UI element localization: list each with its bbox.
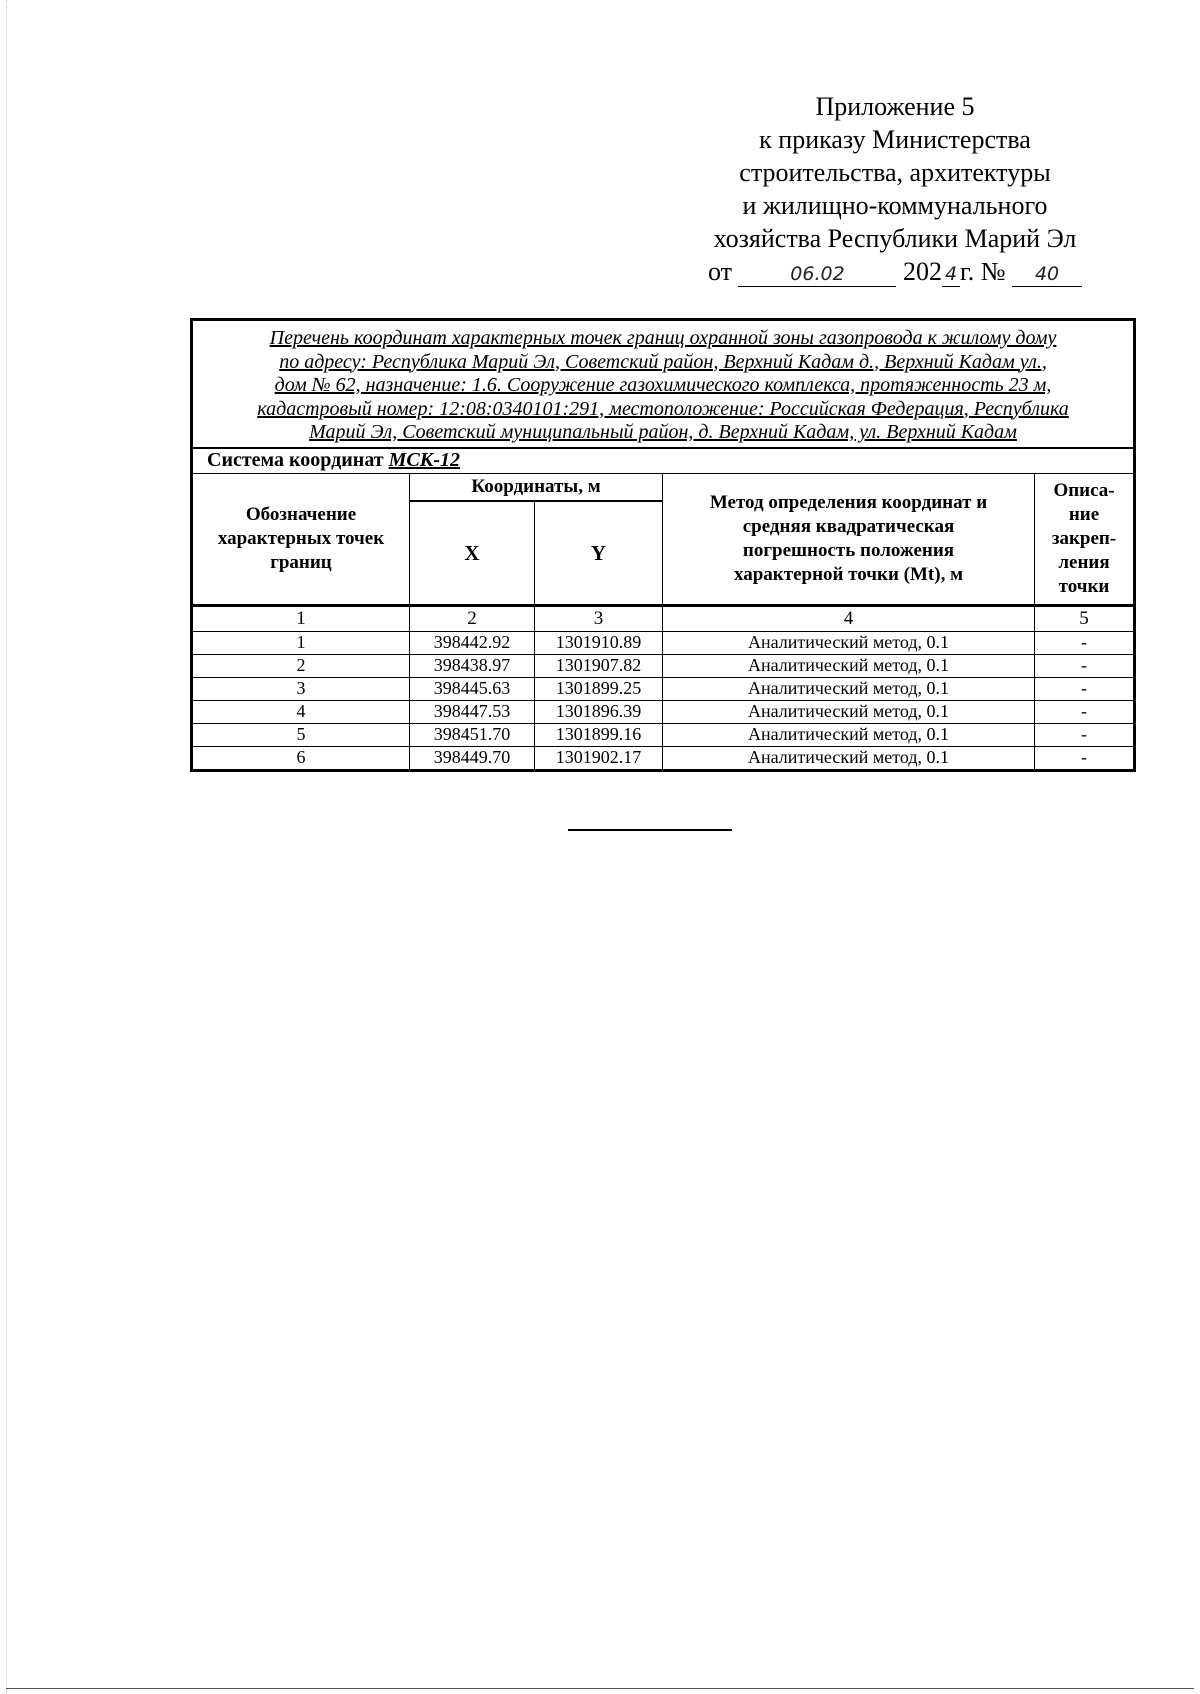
column-number: 3 bbox=[535, 605, 663, 631]
cell-y: 1301896.39 bbox=[535, 700, 663, 723]
column-number: 4 bbox=[663, 605, 1035, 631]
appendix-line: строительства, архитектуры bbox=[739, 158, 1051, 187]
cell-description: - bbox=[1035, 700, 1135, 723]
page-edge bbox=[6, 0, 7, 1694]
cell-y: 1301899.16 bbox=[535, 723, 663, 746]
table-row bbox=[192, 654, 1135, 677]
appendix-line: Приложение 5 bbox=[815, 92, 975, 121]
cell-point: 4 bbox=[192, 700, 410, 723]
header-method bbox=[663, 473, 1035, 605]
cell-description: - bbox=[1035, 654, 1135, 677]
cell-description: - bbox=[1035, 746, 1135, 770]
header-text: характерных точек bbox=[217, 527, 385, 549]
table-row bbox=[192, 700, 1135, 723]
appendix-line: к приказу Министерства bbox=[759, 125, 1031, 154]
cell-method: Аналитический метод, 0.1 bbox=[663, 746, 1035, 770]
table-row bbox=[192, 631, 1135, 654]
column-number: 5 bbox=[1035, 605, 1135, 631]
coordinate-system-value: МСК-12 bbox=[388, 449, 460, 471]
table-caption bbox=[192, 320, 1135, 448]
header-text: Описа- bbox=[1053, 479, 1115, 501]
coordinate-system-label: Система координат bbox=[207, 449, 384, 471]
appendix-line: и жилищно-коммунального bbox=[742, 191, 1048, 220]
header-text: ние bbox=[1068, 503, 1100, 525]
table-row bbox=[192, 677, 1135, 700]
column-number-row bbox=[192, 605, 1135, 631]
number-sign: г. № bbox=[959, 257, 1006, 286]
cell-method: Аналитический метод, 0.1 bbox=[663, 700, 1035, 723]
header-point-designation bbox=[192, 473, 410, 605]
year-field bbox=[942, 260, 960, 287]
page-bottom-edge bbox=[6, 1688, 1194, 1689]
cell-x: 398445.63 bbox=[410, 677, 535, 700]
coordinate-system-row bbox=[192, 448, 1135, 474]
header-text: Обозначение bbox=[245, 503, 357, 525]
header-description bbox=[1035, 473, 1135, 605]
handwritten-order-number: 40 bbox=[1034, 263, 1060, 285]
appendix-header bbox=[685, 90, 1105, 288]
cell-method: Аналитический метод, 0.1 bbox=[663, 723, 1035, 746]
date-field bbox=[738, 260, 896, 287]
cell-point: 2 bbox=[192, 654, 410, 677]
header-text: погрешность положения bbox=[742, 539, 955, 561]
header-text: закреп- bbox=[1051, 527, 1117, 549]
column-number: 1 bbox=[192, 605, 410, 631]
cell-method: Аналитический метод, 0.1 bbox=[663, 631, 1035, 654]
cell-y: 1301902.17 bbox=[535, 746, 663, 770]
order-date-line bbox=[685, 255, 1105, 288]
cell-description: - bbox=[1035, 723, 1135, 746]
table-row bbox=[192, 723, 1135, 746]
cell-x: 398449.70 bbox=[410, 746, 535, 770]
caption-line: дом № 62, назначение: 1.6. Сооружение газохимического комплекса, протяженность 23 м, bbox=[274, 374, 1052, 396]
coordinates-table bbox=[190, 318, 1136, 772]
date-prefix: от bbox=[707, 257, 732, 286]
cell-x: 398442.92 bbox=[410, 631, 535, 654]
header-text: ления bbox=[1058, 551, 1110, 573]
cell-x: 398438.97 bbox=[410, 654, 535, 677]
header-coordinates: Координаты, м bbox=[410, 473, 663, 501]
cell-description: - bbox=[1035, 677, 1135, 700]
cell-point: 3 bbox=[192, 677, 410, 700]
cell-point: 1 bbox=[192, 631, 410, 654]
caption-line: по адресу: Республика Марий Эл, Советский район, Верхний Кадам д., Верхний Кадам ул., bbox=[279, 350, 1047, 373]
end-of-document-rule bbox=[568, 829, 732, 831]
cell-point: 6 bbox=[192, 746, 410, 770]
cell-method: Аналитический метод, 0.1 bbox=[663, 677, 1035, 700]
cell-y: 1301907.82 bbox=[535, 654, 663, 677]
cell-x: 398447.53 bbox=[410, 700, 535, 723]
header-y: Y bbox=[535, 501, 663, 606]
handwritten-date: 06.02 bbox=[790, 263, 845, 285]
header-x: X bbox=[410, 501, 535, 606]
header-text: характерной точки (Mt), м bbox=[733, 563, 964, 585]
cell-x: 398451.70 bbox=[410, 723, 535, 746]
cell-point: 5 bbox=[192, 723, 410, 746]
year-prefix: 202 bbox=[902, 257, 942, 286]
header-text: средняя квадратическая bbox=[742, 515, 955, 537]
cell-y: 1301899.25 bbox=[535, 677, 663, 700]
caption-line: кадастровый номер: 12:08:0340101:291, местоположение: Российская Федерация, Республика bbox=[257, 397, 1069, 420]
caption-line: Перечень координат характерных точек границ охранной зоны газопровода к жилому дому bbox=[269, 327, 1057, 349]
cell-y: 1301910.89 bbox=[535, 631, 663, 654]
header-text: границ bbox=[270, 551, 332, 573]
appendix-line: хозяйства Республики Марий Эл bbox=[713, 224, 1077, 253]
handwritten-year-digit: 4 bbox=[944, 263, 958, 285]
table-row bbox=[192, 746, 1135, 770]
header-text: Метод определения координат и bbox=[709, 491, 988, 513]
column-number: 2 bbox=[410, 605, 535, 631]
header-text: точки bbox=[1058, 575, 1110, 597]
order-number-field bbox=[1012, 260, 1082, 287]
cell-description: - bbox=[1035, 631, 1135, 654]
caption-line: Марий Эл, Советский муниципальный район, д. Верхний Кадам, ул. Верхний Кадам bbox=[309, 421, 1017, 443]
cell-method: Аналитический метод, 0.1 bbox=[663, 654, 1035, 677]
